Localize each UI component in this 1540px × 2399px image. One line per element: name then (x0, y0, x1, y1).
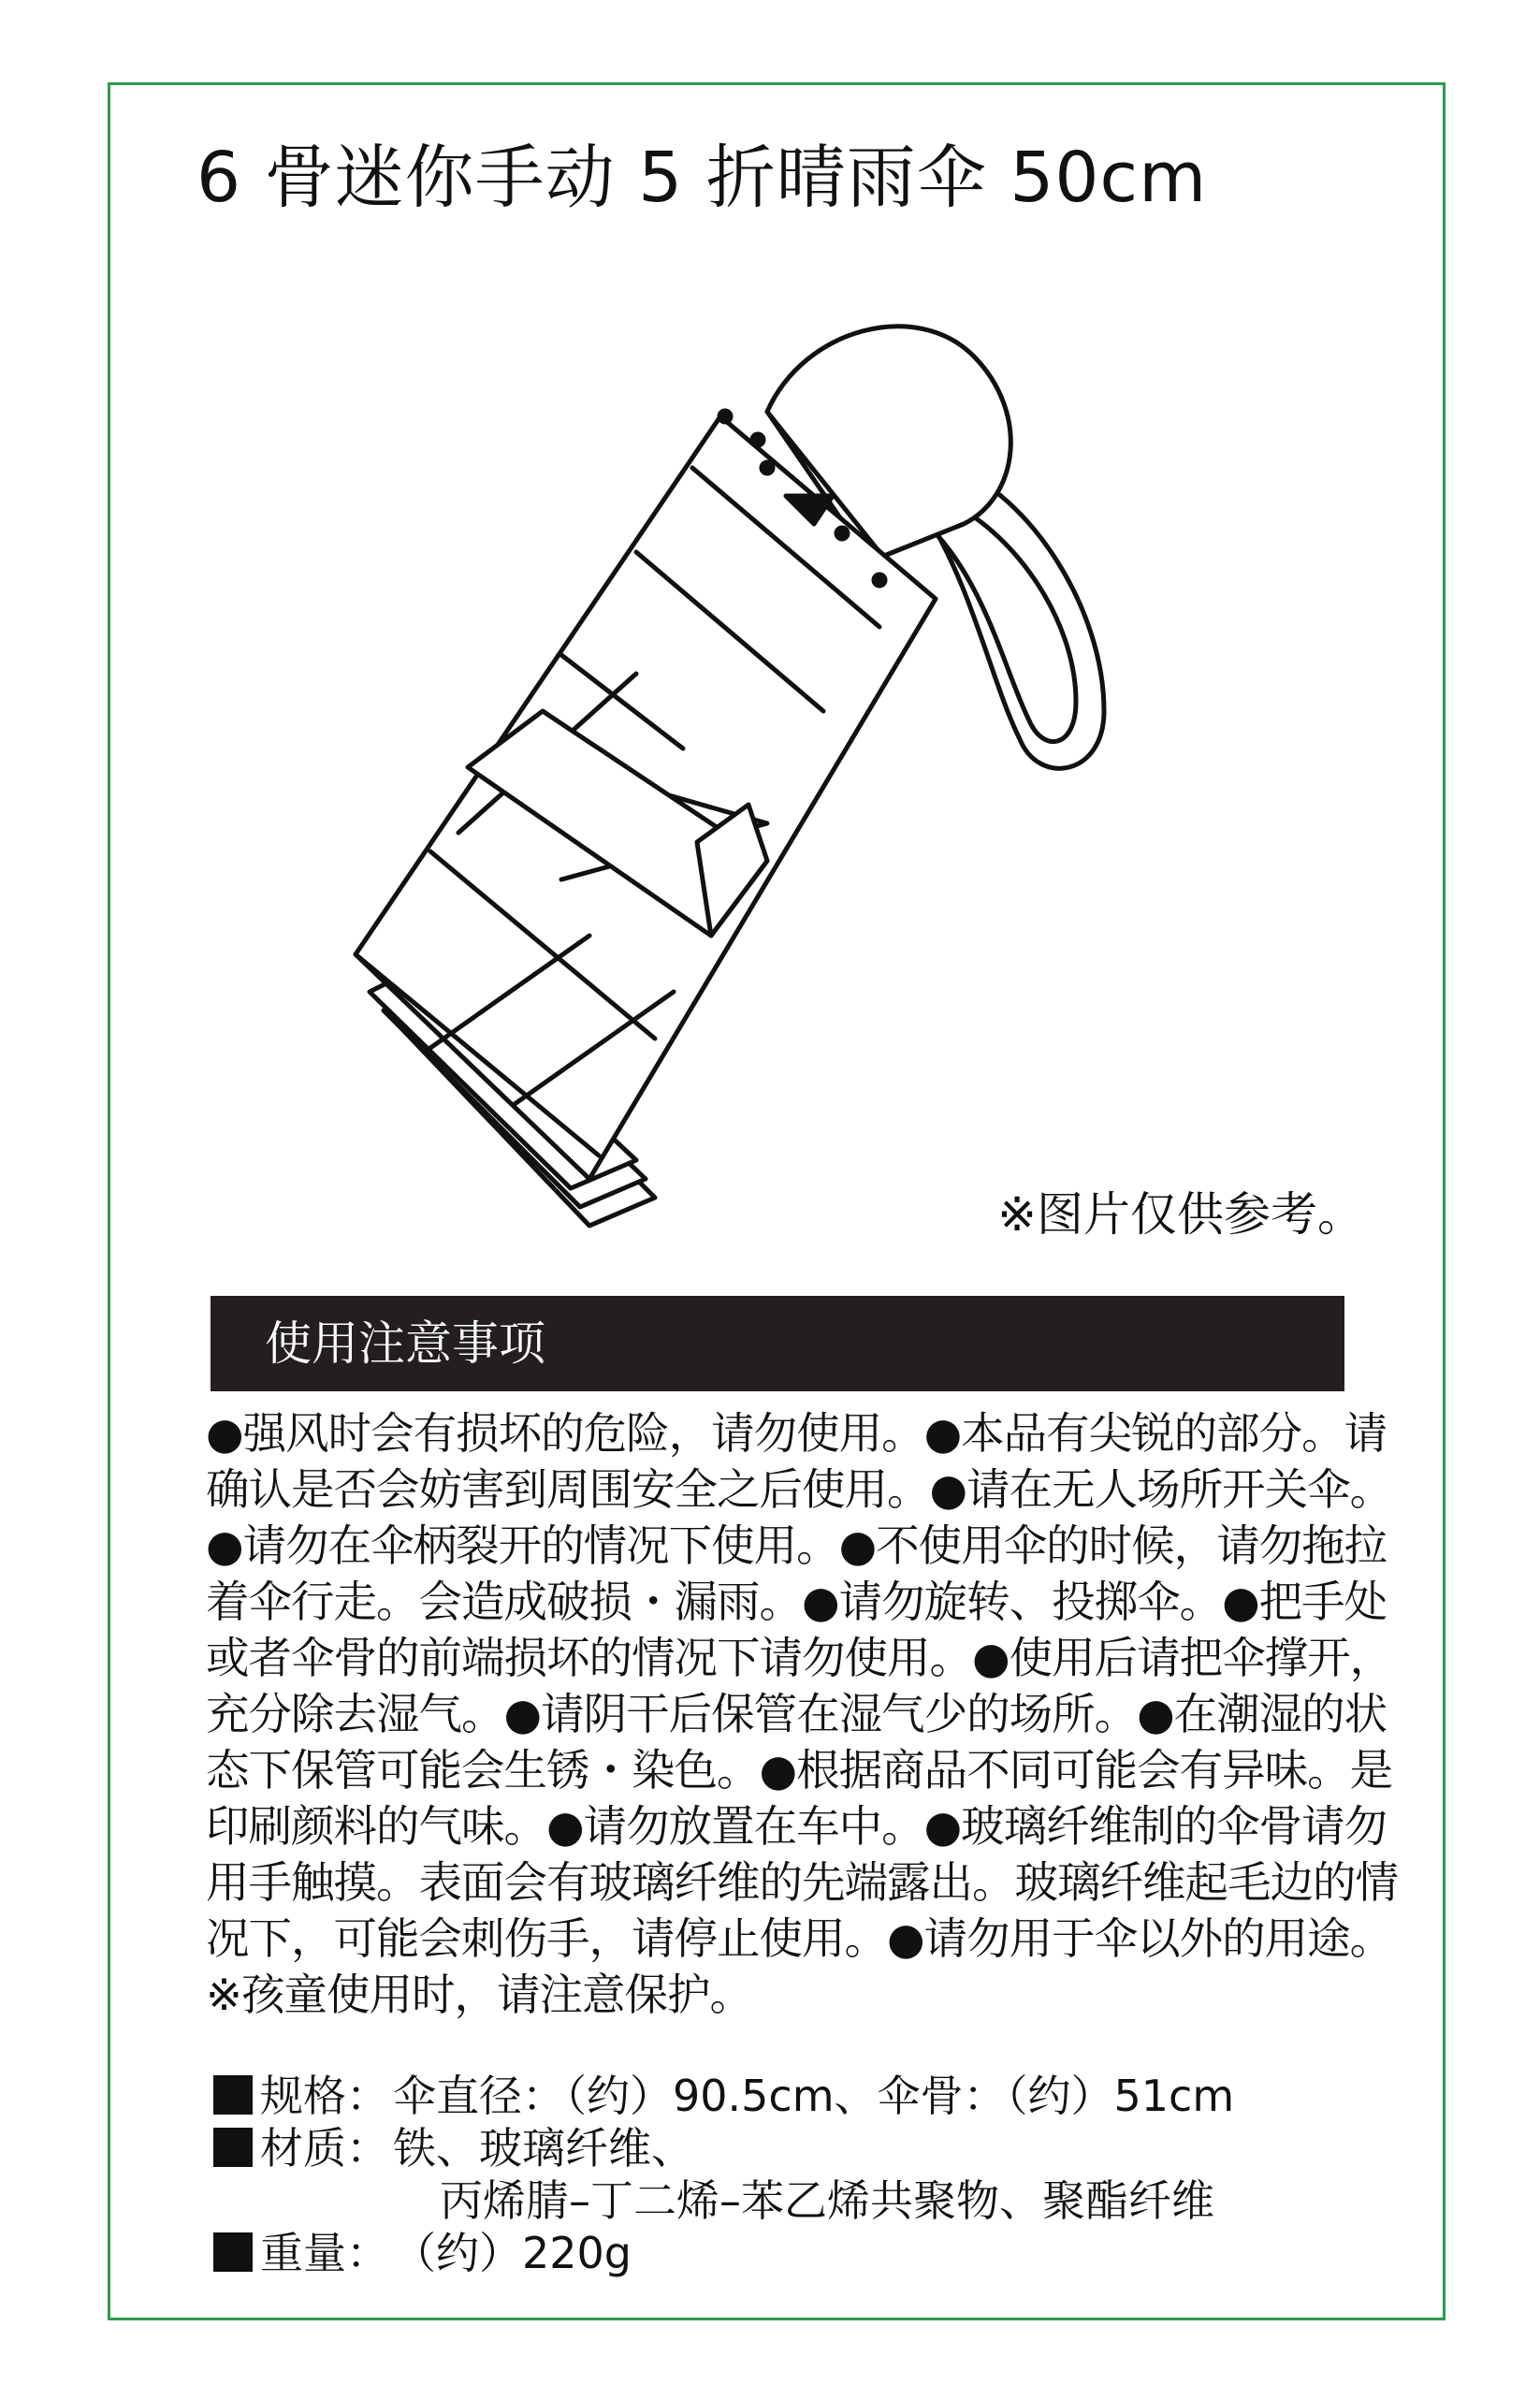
spec-value-material-2: 丙烯腈–丁二烯–苯乙烯共聚物、聚酯纤维 (440, 2175, 1214, 2226)
notice-line: 况下，可能会刺伤手，请停止使用。●请勿用于伞以外的用途。 (206, 1913, 1393, 1964)
spec-row-size (213, 2070, 1234, 2122)
square-bullet-icon (213, 2075, 253, 2115)
specs-block (213, 2070, 1234, 2279)
spec-value-size: 伞直径：（约）90.5cm、伞骨：（约）51cm (393, 2071, 1235, 2121)
notice-line: 确认是否会妨害到周围安全之后使用。●请在无人场所开关伞。 (206, 1464, 1393, 1515)
spec-value-weight: （约）220g (393, 2228, 632, 2278)
notice-line: 态下保管可能会生锈・染色。●根据商品不同可能会有异味。是 (206, 1745, 1393, 1796)
notice-line: 用手触摸。表面会有玻璃纤维的先端露出。玻璃纤维起毛边的情 (206, 1857, 1398, 1908)
notice-line: 着伞行走。会造成破损・漏雨。●请勿旋转、投掷伞。●把手处 (206, 1577, 1387, 1627)
notice-line: 或者伞骨的前端损坏的情况下请勿使用。●使用后请把伞撑开， (206, 1633, 1393, 1683)
spec-label-size: 规格： (213, 2070, 393, 2122)
spec-label-material: 材质： (213, 2122, 393, 2174)
notice-line: 印刷颜料的气味。●请勿放置在车中。●玻璃纤维制的伞骨请勿 (206, 1801, 1387, 1852)
product-title: 6 骨迷你手动 5 折晴雨伞 50cm (196, 138, 1208, 218)
umbrella-illustration (281, 281, 1160, 1235)
square-bullet-icon (213, 2128, 253, 2167)
spec-row-material (213, 2122, 1234, 2174)
notice-line: 充分除去湿气。●请阴干后保管在湿气少的场所。●在潮湿的状 (206, 1689, 1387, 1739)
notice-body (206, 1405, 1398, 2023)
reference-note: ※图片仅供参考。 (997, 1187, 1364, 1242)
square-bullet-icon (213, 2232, 253, 2272)
spec-value-material-1: 铁、玻璃纤维、 (393, 2123, 694, 2174)
notice-line: ※孩童使用时，请注意保护。 (206, 1970, 752, 2020)
notice-line: ●强风时会有损坏的危险，请勿使用。●本品有尖锐的部分。请 (206, 1408, 1387, 1459)
notice-header: 使用注意事项 (211, 1296, 1344, 1391)
notice-line: ●请勿在伞柄裂开的情况下使用。●不使用伞的时候，请勿拖拉 (206, 1520, 1387, 1571)
spec-row-weight (213, 2227, 1234, 2279)
spec-label-weight: 重量： (213, 2227, 393, 2279)
spec-row-material-cont (213, 2174, 1234, 2227)
